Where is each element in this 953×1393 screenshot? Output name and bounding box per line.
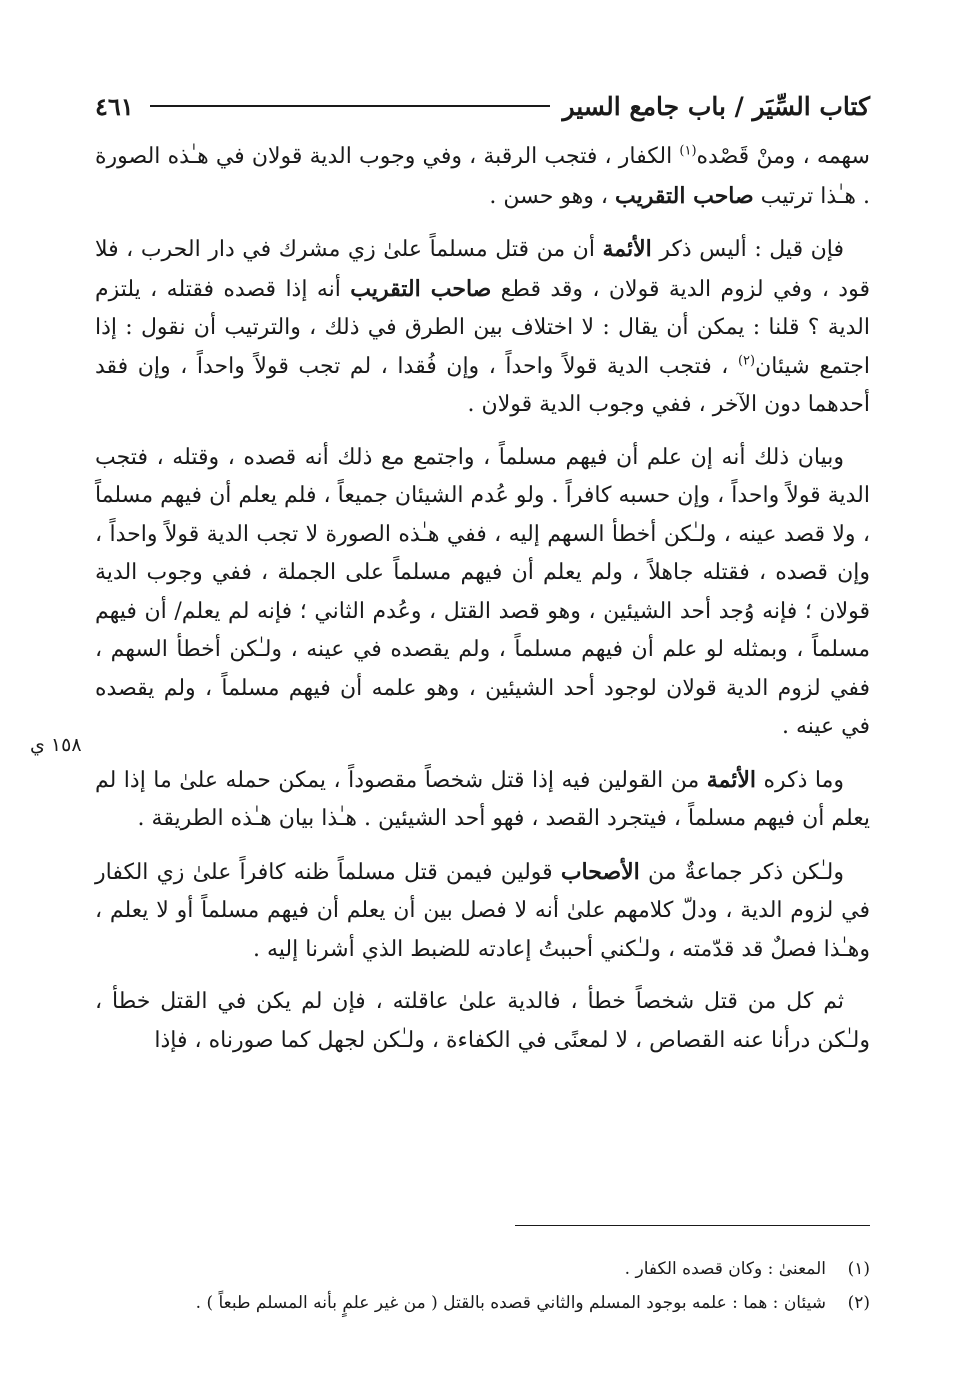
- page-number: ٤٦١: [95, 91, 134, 121]
- footnote-1: [95, 1252, 870, 1286]
- main-text: [95, 138, 870, 1074]
- paragraph: [95, 439, 870, 747]
- text-run: أن من قتل مسلماً علىٰ زي مشرك في دار الحرب ، فلا قود ، وفي لزوم الدية قولان ، وقد قطع: [95, 237, 870, 302]
- footnote-2: [95, 1286, 870, 1320]
- footnote-number: (١): [847, 1259, 870, 1279]
- manuscript-folio-marker: ١٥٨ ي: [30, 734, 82, 756]
- text-run: فإن قيل : أليس ذكر: [651, 237, 844, 262]
- paragraph: [95, 983, 870, 1060]
- text-run: وبيان ذلك أنه إن علم أن فيهم مسلماً ، واجتمع مع ذلك أنه قصده ، وقتله ، فتجب الدية قولاً واحداً ، وإن حسبه كافراً . ولو عُدم الشيئان جميعاً ، فلم يعلم أن فيهم مسلماً ، ولا قصد عينه ، ولـٰكن أخطأ السهم إليه ، ففي هـٰذه الصورة لا تجب الدية قولاً واحداً ، وإن قصده ، فقتله جاهلاً ، ولم يعلم أن فيهم مسلماً على الجملة ، ففي وجوب الدية قولان ؛ فإنه وُجد أحد الشيئين ، وهو قصد القتل ، وعُدم الثاني ؛ فإنه لم يعلم/ أن فيهم مسلماً ، وبمثله لو علم أن فيهم مسلماً ، ولم يقصده في عينه ، ولـٰكن أخطأ السهم ، ففي لزوم الدية قولان لوجود أحد الشيئين ، وهو علمه أن فيهم مسلماً ، ولم يقصده في عينه .: [95, 444, 870, 739]
- header-rule: [150, 105, 551, 107]
- text-run: الكفار ، فتجب الرقبة ، وفي وجوب الدية قولان في هـٰذه الصورة . هـٰذا ترتيب: [95, 144, 870, 209]
- emphasized-name: الأصحاب: [560, 858, 640, 885]
- text-run: ، فتجب الدية قولاً واحداً ، وإن فُقدا ، لم تجب قولاً واحداً ، وإن فقد أحدهما دون الآخر ، ففي وجوب الدية قولان .: [95, 353, 870, 417]
- text-run: من القولين فيه إذا قتل شخصاً مقصوداً ، يمكن حمله علىٰ ما إذا لم يعلم أن فيهم مسلماً ، فيتجرد القصد ، فهو أحد الشيئين . هـٰذا بيان هـٰذه الطريقة .: [95, 767, 870, 831]
- text-run: وما ذكره: [756, 767, 844, 793]
- paragraph: [95, 853, 870, 970]
- footnote-ref: (١): [679, 143, 697, 159]
- emphasized-name: الأئمة: [706, 766, 757, 793]
- footnote-separator: [515, 1225, 870, 1226]
- emphasized-name: صاحب التقريب: [350, 275, 492, 302]
- text-run: سهمه ، ومنْ قَصْده: [696, 144, 870, 169]
- paragraph: [95, 138, 870, 216]
- text-run: أنه إذا قصده فقتله ، يلتزم الدية ؟ قلنا : يمكن أن يقال : لا اختلاف بين الطرق في ذلك ، والترتيب أن نقول : إذا اجتمع شيئان: [95, 276, 870, 379]
- footnotes: [95, 1252, 870, 1320]
- emphasized-name: الأئمة: [602, 236, 652, 262]
- text-run: ، وهو حسن .: [489, 183, 615, 209]
- footnote-ref: (٢): [737, 353, 756, 369]
- running-header: [95, 88, 870, 124]
- text-run: قولين فيمن قتل مسلماً ظنه كافراً علىٰ زي الكفار في لزوم الدية ، ودلّ كلامهم علىٰ أنه لا فصل بين أن يعلم أن فيهم مسلماً أو لا يعلم ، وهـٰذا فصلٌ قد قدّمته ، ولـٰكني أحببتُ إعادته للضبط الذي أشرنا إليه .: [95, 859, 870, 962]
- paragraph: [95, 761, 870, 839]
- footnote-text: المعنىٰ : وكان قصده الكفار .: [624, 1259, 826, 1279]
- text-run: ثم كل من قتل شخصاً خطأ ، فالدية علىٰ عاقلته ، فإن لم يكن في القتل خطأ ، ولـٰكن درأنا عنه القصاص ، لا لمعنًى في الكفاءة ، ولـٰكن لجهل كما صورناه ، فإذا: [95, 989, 870, 1053]
- paragraph: [95, 230, 870, 425]
- footnote-number: (٢): [847, 1293, 870, 1313]
- chapter-title: كتاب السِّيَر / باب جامع السير: [562, 91, 870, 121]
- text-run: ولـٰكن ذكر جماعةٌ من: [639, 859, 844, 885]
- footnote-text: شيئان : هما : علمه بوجود المسلم والثاني قصده بالقتل ( من غير علمٍ بأنه المسلم طبعاً ) .: [195, 1293, 826, 1313]
- emphasized-name: صاحب التقريب: [614, 182, 754, 209]
